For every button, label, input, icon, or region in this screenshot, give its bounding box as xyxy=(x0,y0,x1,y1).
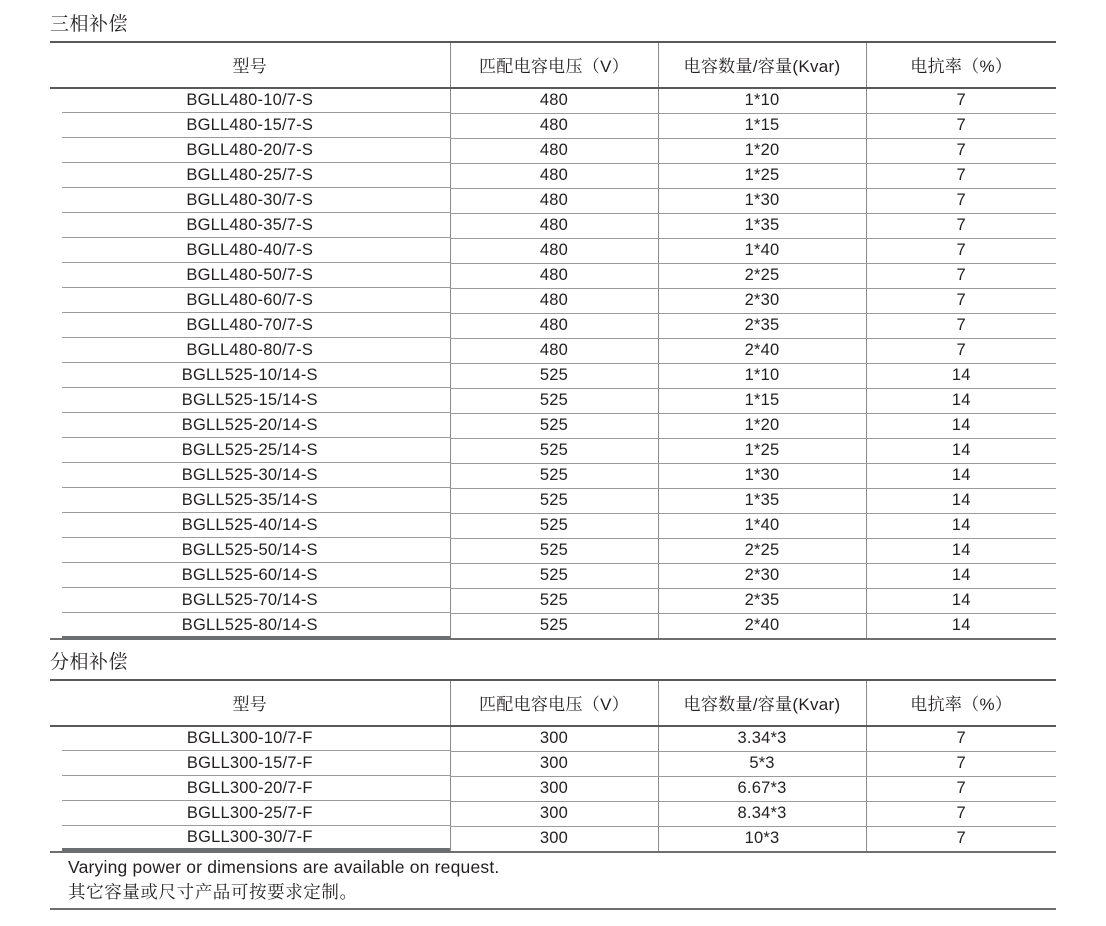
cell-voltage: 525 xyxy=(450,488,658,513)
column-header-capacity: 电容数量/容量(Kvar) xyxy=(658,42,866,88)
cell-model: BGLL525-35/14-S xyxy=(50,488,450,513)
cell-voltage: 300 xyxy=(450,776,658,801)
cell-capacity: 1*35 xyxy=(658,488,866,513)
cell-voltage: 525 xyxy=(450,538,658,563)
table-row xyxy=(50,238,1056,263)
table-header-row xyxy=(50,680,1056,726)
cell-capacity: 1*10 xyxy=(658,363,866,388)
section-title-split-phase: 分相补偿 xyxy=(50,651,129,673)
cell-voltage: 525 xyxy=(450,413,658,438)
cell-model: BGLL480-40/7-S xyxy=(50,238,450,263)
cell-reactance-rate: 7 xyxy=(866,726,1056,752)
column-header-reactance-rate: 电抗率（%） xyxy=(866,680,1056,726)
cell-capacity: 2*40 xyxy=(658,338,866,363)
cell-model: BGLL525-80/14-S xyxy=(50,613,450,639)
cell-reactance-rate: 7 xyxy=(866,801,1056,826)
cell-reactance-rate: 14 xyxy=(866,613,1056,639)
cell-model: BGLL300-10/7-F xyxy=(50,726,450,752)
cell-capacity: 2*25 xyxy=(658,538,866,563)
cell-reactance-rate: 14 xyxy=(866,588,1056,613)
cell-reactance-rate: 7 xyxy=(866,288,1056,313)
cell-capacity: 2*40 xyxy=(658,613,866,639)
cell-voltage: 525 xyxy=(450,388,658,413)
cell-reactance-rate: 14 xyxy=(866,488,1056,513)
cell-reactance-rate: 14 xyxy=(866,538,1056,563)
cell-capacity: 10*3 xyxy=(658,826,866,852)
cell-voltage: 525 xyxy=(450,363,658,388)
table-row xyxy=(50,88,1056,114)
table-row xyxy=(50,801,1056,826)
cell-model: BGLL480-80/7-S xyxy=(50,338,450,363)
cell-capacity: 1*40 xyxy=(658,238,866,263)
cell-voltage: 525 xyxy=(450,438,658,463)
cell-reactance-rate: 14 xyxy=(866,513,1056,538)
cell-reactance-rate: 14 xyxy=(866,463,1056,488)
table-header-row xyxy=(50,42,1056,88)
cell-model: BGLL300-25/7-F xyxy=(50,801,450,826)
column-header-capacity: 电容数量/容量(Kvar) xyxy=(658,680,866,726)
cell-capacity: 2*35 xyxy=(658,313,866,338)
cell-voltage: 480 xyxy=(450,238,658,263)
cell-reactance-rate: 14 xyxy=(866,363,1056,388)
cell-model: BGLL480-20/7-S xyxy=(50,138,450,163)
cell-voltage: 525 xyxy=(450,563,658,588)
cell-capacity: 1*30 xyxy=(658,463,866,488)
cell-capacity: 1*15 xyxy=(658,388,866,413)
cell-model: BGLL300-20/7-F xyxy=(50,776,450,801)
cell-reactance-rate: 14 xyxy=(866,388,1056,413)
table-row xyxy=(50,338,1056,363)
cell-model: BGLL480-10/7-S xyxy=(50,88,450,114)
cell-model: BGLL480-35/7-S xyxy=(50,213,450,238)
footnote-chinese: 其它容量或尺寸产品可按要求定制。 xyxy=(68,881,358,902)
split-phase-spec-table xyxy=(50,679,1056,853)
table-row xyxy=(50,826,1056,852)
table-row xyxy=(50,613,1056,639)
table-row xyxy=(50,563,1056,588)
cell-reactance-rate: 7 xyxy=(866,163,1056,188)
cell-reactance-rate: 7 xyxy=(866,238,1056,263)
cell-capacity: 1*20 xyxy=(658,413,866,438)
cell-voltage: 525 xyxy=(450,513,658,538)
cell-capacity: 2*30 xyxy=(658,563,866,588)
cell-capacity: 5*3 xyxy=(658,751,866,776)
cell-model: BGLL525-60/14-S xyxy=(50,563,450,588)
table-row xyxy=(50,438,1056,463)
cell-model: BGLL300-30/7-F xyxy=(50,826,450,852)
section-title-three-phase: 三相补偿 xyxy=(50,14,129,35)
cell-reactance-rate: 7 xyxy=(866,313,1056,338)
table-row xyxy=(50,488,1056,513)
cell-model: BGLL525-40/14-S xyxy=(50,513,450,538)
column-header-model: 型号 xyxy=(50,42,450,88)
cell-capacity: 2*25 xyxy=(658,263,866,288)
cell-reactance-rate: 7 xyxy=(866,113,1056,138)
table-row xyxy=(50,413,1056,438)
cell-voltage: 480 xyxy=(450,113,658,138)
column-header-voltage: 匹配电容电压（V） xyxy=(450,680,658,726)
table-row xyxy=(50,363,1056,388)
table-row xyxy=(50,463,1056,488)
cell-model: BGLL525-15/14-S xyxy=(50,388,450,413)
footnote-english: Varying power or dimensions are available on request. xyxy=(68,856,500,877)
cell-voltage: 300 xyxy=(450,826,658,852)
cell-model: BGLL525-30/14-S xyxy=(50,463,450,488)
cell-reactance-rate: 7 xyxy=(866,826,1056,852)
cell-voltage: 525 xyxy=(450,613,658,639)
table-row xyxy=(50,313,1056,338)
cell-capacity: 1*25 xyxy=(658,163,866,188)
cell-capacity: 1*10 xyxy=(658,88,866,114)
cell-model: BGLL480-50/7-S xyxy=(50,263,450,288)
cell-voltage: 525 xyxy=(450,463,658,488)
cell-voltage: 300 xyxy=(450,726,658,752)
cell-reactance-rate: 14 xyxy=(866,413,1056,438)
cell-voltage: 480 xyxy=(450,88,658,114)
cell-capacity: 1*30 xyxy=(658,188,866,213)
cell-voltage: 480 xyxy=(450,213,658,238)
cell-model: BGLL525-20/14-S xyxy=(50,413,450,438)
cell-reactance-rate: 14 xyxy=(866,438,1056,463)
column-header-model: 型号 xyxy=(50,680,450,726)
cell-reactance-rate: 7 xyxy=(866,88,1056,114)
column-header-reactance-rate: 电抗率（%） xyxy=(866,42,1056,88)
cell-model: BGLL480-25/7-S xyxy=(50,163,450,188)
table-row xyxy=(50,388,1056,413)
footnotes xyxy=(50,853,1056,905)
cell-reactance-rate: 7 xyxy=(866,263,1056,288)
cell-capacity: 6.67*3 xyxy=(658,776,866,801)
cell-capacity: 8.34*3 xyxy=(658,801,866,826)
cell-capacity: 1*35 xyxy=(658,213,866,238)
cell-reactance-rate: 14 xyxy=(866,563,1056,588)
cell-model: BGLL480-15/7-S xyxy=(50,113,450,138)
cell-model: BGLL525-70/14-S xyxy=(50,588,450,613)
cell-voltage: 480 xyxy=(450,138,658,163)
table-row xyxy=(50,751,1056,776)
table-row xyxy=(50,263,1056,288)
cell-capacity: 1*40 xyxy=(658,513,866,538)
cell-reactance-rate: 7 xyxy=(866,213,1056,238)
cell-voltage: 480 xyxy=(450,288,658,313)
table-row xyxy=(50,588,1056,613)
table-row xyxy=(50,213,1056,238)
table-row xyxy=(50,188,1056,213)
cell-capacity: 1*15 xyxy=(658,113,866,138)
cell-model: BGLL525-10/14-S xyxy=(50,363,450,388)
cell-capacity: 2*30 xyxy=(658,288,866,313)
three-phase-spec-table xyxy=(50,41,1056,640)
bottom-divider xyxy=(50,908,1056,910)
cell-model: BGLL480-70/7-S xyxy=(50,313,450,338)
table-row xyxy=(50,138,1056,163)
cell-voltage: 480 xyxy=(450,338,658,363)
cell-voltage: 300 xyxy=(450,801,658,826)
cell-voltage: 480 xyxy=(450,263,658,288)
table-row xyxy=(50,776,1056,801)
cell-voltage: 480 xyxy=(450,163,658,188)
cell-capacity: 1*20 xyxy=(658,138,866,163)
cell-voltage: 480 xyxy=(450,188,658,213)
table-row xyxy=(50,726,1056,752)
cell-capacity: 1*25 xyxy=(658,438,866,463)
cell-reactance-rate: 7 xyxy=(866,188,1056,213)
cell-reactance-rate: 7 xyxy=(866,338,1056,363)
cell-reactance-rate: 7 xyxy=(866,751,1056,776)
cell-model: BGLL480-30/7-S xyxy=(50,188,450,213)
table-row xyxy=(50,513,1056,538)
cell-model: BGLL525-50/14-S xyxy=(50,538,450,563)
column-header-voltage: 匹配电容电压（V） xyxy=(450,42,658,88)
cell-capacity: 2*35 xyxy=(658,588,866,613)
table-row xyxy=(50,538,1056,563)
cell-reactance-rate: 7 xyxy=(866,138,1056,163)
cell-capacity: 3.34*3 xyxy=(658,726,866,752)
table-row xyxy=(50,163,1056,188)
cell-voltage: 480 xyxy=(450,313,658,338)
cell-model: BGLL525-25/14-S xyxy=(50,438,450,463)
cell-model: BGLL300-15/7-F xyxy=(50,751,450,776)
cell-model: BGLL480-60/7-S xyxy=(50,288,450,313)
cell-voltage: 300 xyxy=(450,751,658,776)
cell-reactance-rate: 7 xyxy=(866,776,1056,801)
cell-voltage: 525 xyxy=(450,588,658,613)
table-row xyxy=(50,113,1056,138)
table-row xyxy=(50,288,1056,313)
